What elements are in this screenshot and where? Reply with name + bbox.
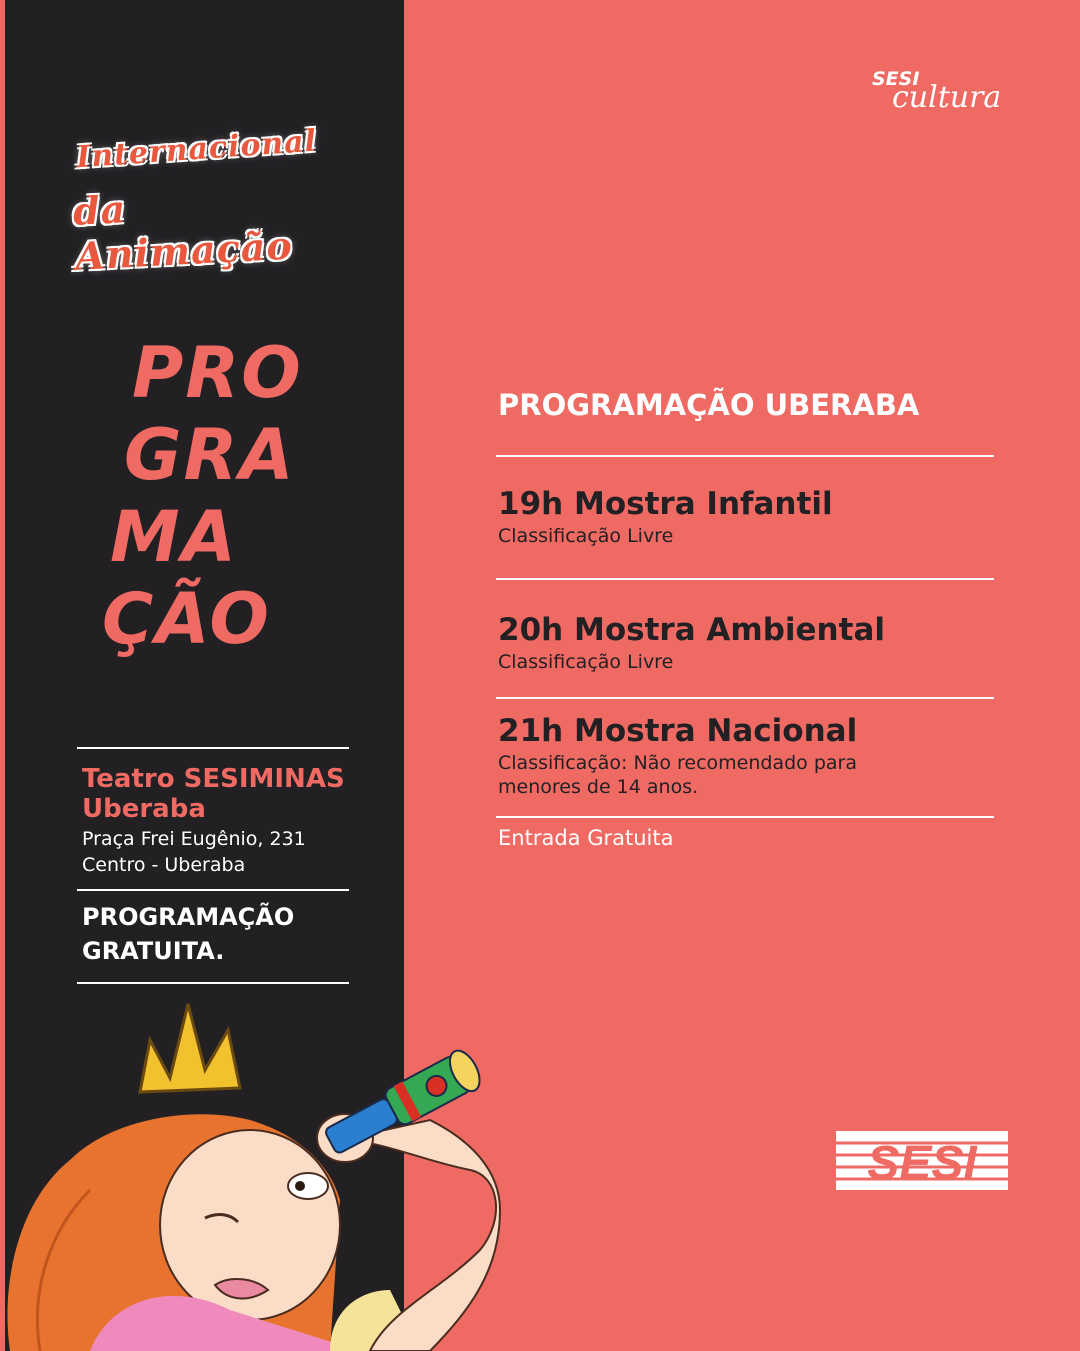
sesi-logo-text: SESI [867,1137,977,1190]
big-title-line1: PRO [132,332,303,414]
event-rating: Classificação: Não recomendado para menores de 14 anos. [498,752,857,798]
schedule-title: PROGRAMAÇÃO UBERABA [498,388,920,422]
divider [496,578,994,580]
free-notice-line2: GRATUITA. [82,937,225,965]
free-notice [82,900,294,968]
big-title-line2: GRA [124,414,296,496]
venue-address [82,826,306,878]
festival-logo-line2: da Animação [71,186,294,279]
divider [77,982,349,984]
festival-logo [68,118,338,279]
divider [496,697,994,699]
event-rating: Classificação Livre [498,525,674,547]
event-title: 19h Mostra Infantil [498,486,833,522]
festival-logo-line1: Internacional [75,123,319,176]
event-title: 21h Mostra Nacional [498,713,858,749]
free-notice-line1: PROGRAMAÇÃO [82,903,295,931]
sesi-cultura-logo [868,64,1018,124]
sesi-logo [836,1131,1008,1190]
venue-address-line2: Centro - Uberaba [82,854,246,876]
venue-address-line1: Praça Frei Eugênio, 231 [82,828,306,850]
princess-with-telescope-illustration [0,990,520,1351]
sesi-cultura-logo-cultura: cultura [892,80,1002,115]
big-title-line3: MA [110,496,238,578]
event-rating: Classificação Livre [498,651,674,673]
divider [496,455,994,457]
event-title: 20h Mostra Ambiental [498,612,885,648]
venue-name: Teatro SESIMINAS Uberaba [82,764,345,824]
sesi-cultura-logo-sesi: SESI [872,68,920,90]
entry-info: Entrada Gratuita [498,826,674,850]
divider [77,747,349,749]
divider [77,889,349,891]
divider [496,816,994,818]
big-title-line4: ÇÃO [102,578,271,660]
